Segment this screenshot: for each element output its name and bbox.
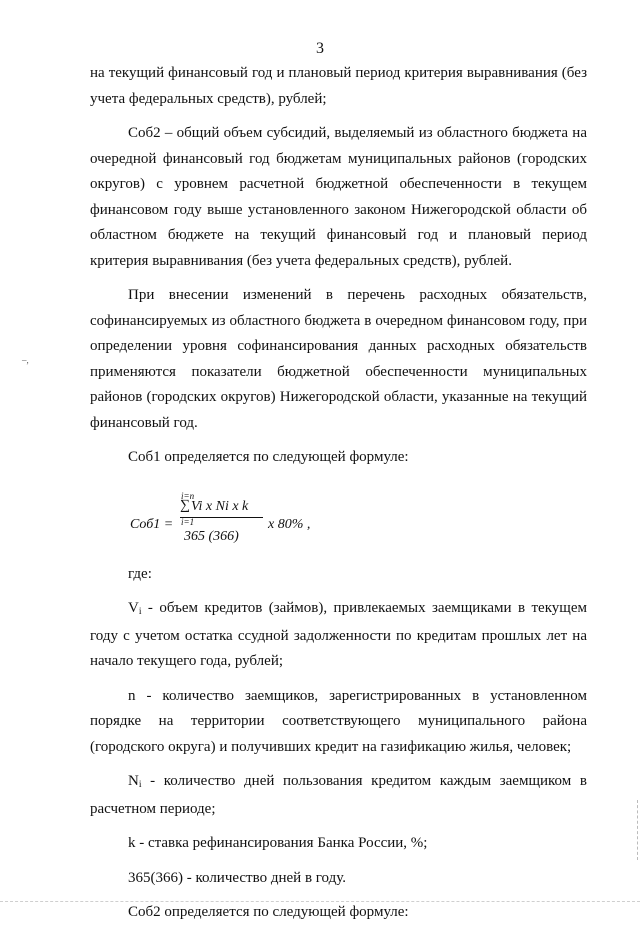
symbol-n: N: [128, 773, 139, 789]
margin-mark: –,: [22, 355, 29, 365]
symbol-n-subscript: i: [138, 780, 142, 790]
formula-fraction-bar: [180, 517, 263, 518]
paragraph-vi-definition: [90, 596, 587, 675]
paragraph-continuation: на текущий финансовый год и плановый период критерия выравнивания (без учета федеральных средств), рублей;: [90, 65, 587, 107]
formula-numerator: Vi x Ni x k: [191, 498, 249, 514]
symbol-sob1: Соб1: [128, 449, 161, 465]
paragraph-ni-text: - количество дней пользования кредитом каждым заемщиком в расчетном периоде;: [90, 773, 587, 817]
symbol-sob2: Соб2: [128, 125, 161, 141]
paragraph-sob2-definition: [90, 121, 587, 274]
paragraph-vi-text: - объем кредитов (займов), привлекаемых заемщиками в текущем году с учетом остатка ссудной задолженности по кредитам прошлых лет на начало текущего года, рублей;: [90, 600, 587, 669]
formula-sum-sign: ∑: [180, 497, 190, 513]
symbol-v-subscript: i: [138, 607, 142, 617]
scan-edge-mark: [635, 800, 638, 860]
paragraph-where: где:: [128, 565, 152, 582]
paragraph-ni-definition: [90, 769, 587, 822]
symbol-v: V: [128, 600, 139, 616]
paragraph-days-definition: 365(366) - количество дней в году.: [128, 869, 346, 886]
document-body: [90, 61, 587, 935]
paragraph-sob2-intro-text: определяется по следующей формуле:: [160, 904, 409, 920]
formula-lhs: Соб1 =: [130, 516, 174, 532]
formula-sum-upper: i=n: [181, 490, 195, 501]
paragraph-n-definition: n - количество заемщиков, зарегистрированных в установленном порядке на территории соответствующего муниципального района (городского округа) и получивших кредит на газификацию жилья, человек;: [90, 687, 587, 755]
formula-sum-lower: i=1: [181, 516, 195, 527]
paragraph-sob1-text: определяется по следующей формуле:: [160, 449, 409, 465]
symbol-sob2-second: Соб2: [128, 904, 161, 920]
formula-denominator: 365 (366): [184, 528, 239, 544]
paragraph-sob2-intro: [90, 900, 587, 926]
formula-sob1: [90, 480, 587, 552]
scan-bottom-edge: [0, 901, 640, 903]
formula-rhs: x 80% ,: [268, 516, 311, 532]
paragraph-sob2-text: – общий объем субсидий, выделяемый из областного бюджета на очередной финансовый год бюджетам муниципальных районов (городских округов) с уровнем расчетной бюджетной обеспеченности в текущем финансовом году выше установленного законом Нижегородской области об областном бюджете на текущий финансовый год и плановый период критерия выравнивания (без учета федеральных средств), рублей.: [90, 125, 587, 269]
paragraph-cofinancing: При внесении изменений в перечень расходных обязательств, софинансируемых из областного бюджета в очередном финансовом году, при определении уровня софинансирования данных расходных обязательств применяются показатели бюджетной обеспеченности муниципальных районов (городских округов) Нижегородской области, указанные на текущий финансовый год.: [90, 287, 587, 431]
page-number: 3: [316, 40, 324, 57]
paragraph-k-definition: k - ставка рефинансирования Банка России, %;: [128, 835, 428, 851]
paragraph-sob1-intro: [90, 445, 587, 471]
